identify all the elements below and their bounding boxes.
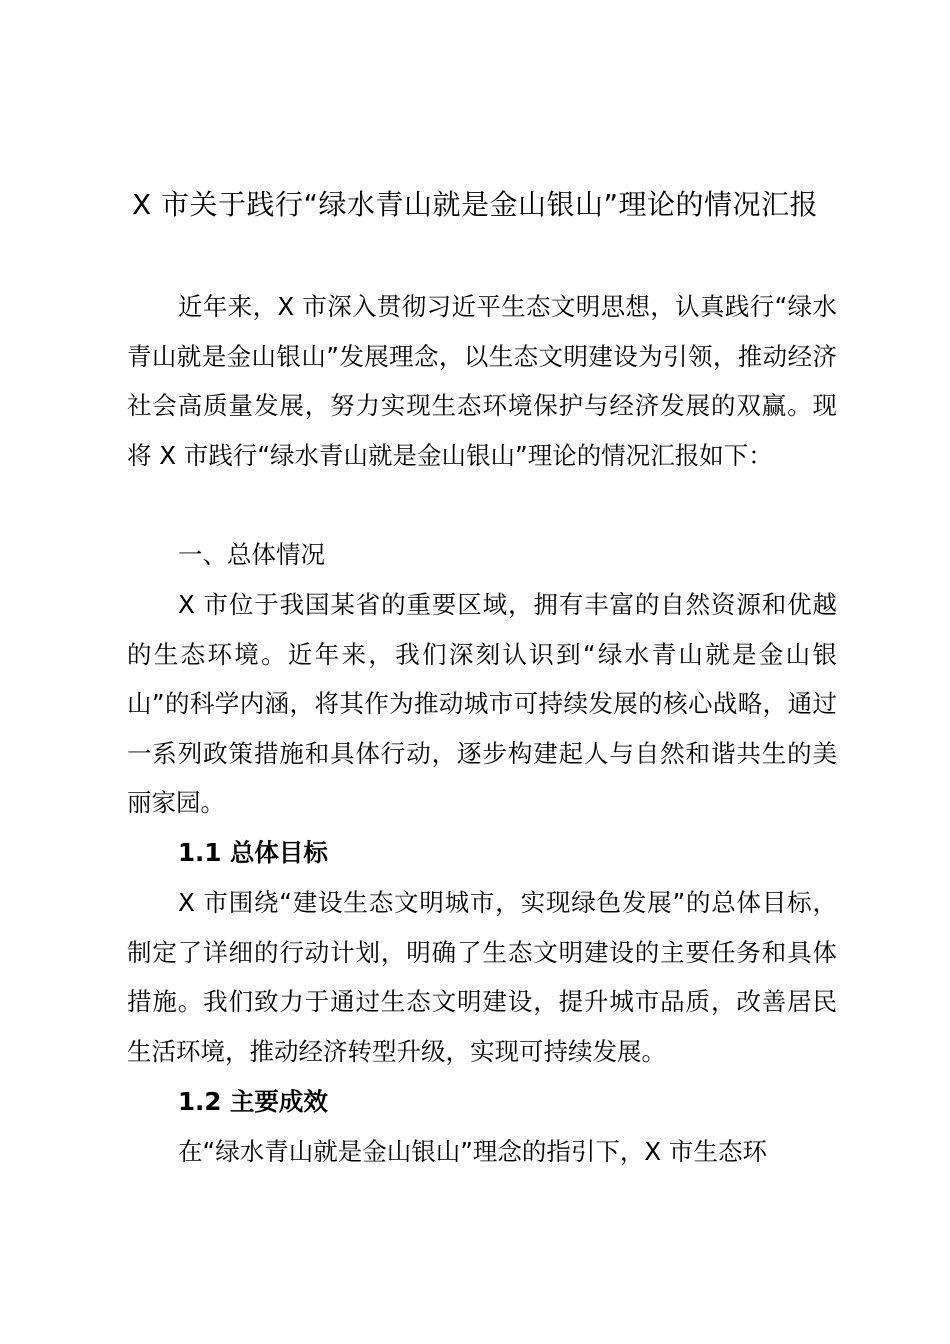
section-heading-overview: 一、总体情况	[178, 540, 325, 569]
intro-paragraph: 近年来，X 市深入贯彻习近平生态文明思想，认真践行“绿水青山就是金山银山”发展理念，以生态文明建设为引领，推动经济社会高质量发展，努力实现生态环境保护与经济发展的双赢。现将 X 市践行“绿水青山就是金山银山”理论的情况汇报如下：	[127, 292, 837, 470]
subsection-heading-overall-goal: 1.1 总体目标	[178, 838, 328, 867]
section-overview-paragraph: X 市位于我国某省的重要区域，拥有丰富的自然资源和优越的生态环境。近年来，我们深刻认识到“绿水青山就是金山银山”的科学内涵，将其作为推动城市可持续发展的核心战略，通过一系列政策措施和具体行动，逐步构建起人与自然和谐共生的美丽家园。	[127, 590, 837, 817]
overall-goal-paragraph: X 市围绕“建设生态文明城市，实现绿色发展”的总体目标，制定了详细的行动计划，明确了生态文明建设的主要任务和具体措施。我们致力于通过生态文明建设，提升城市品质，改善居民生活环境，推动经济转型升级，实现可持续发展。	[127, 888, 837, 1066]
document-title: X 市关于践行“绿水青山就是金山银山”理论的情况汇报	[131, 188, 819, 221]
subsection-heading-main-results: 1.2 主要成效	[178, 1087, 328, 1116]
main-results-paragraph: 在“绿水青山就是金山银山”理念的指引下，X 市生态环	[178, 1137, 767, 1166]
